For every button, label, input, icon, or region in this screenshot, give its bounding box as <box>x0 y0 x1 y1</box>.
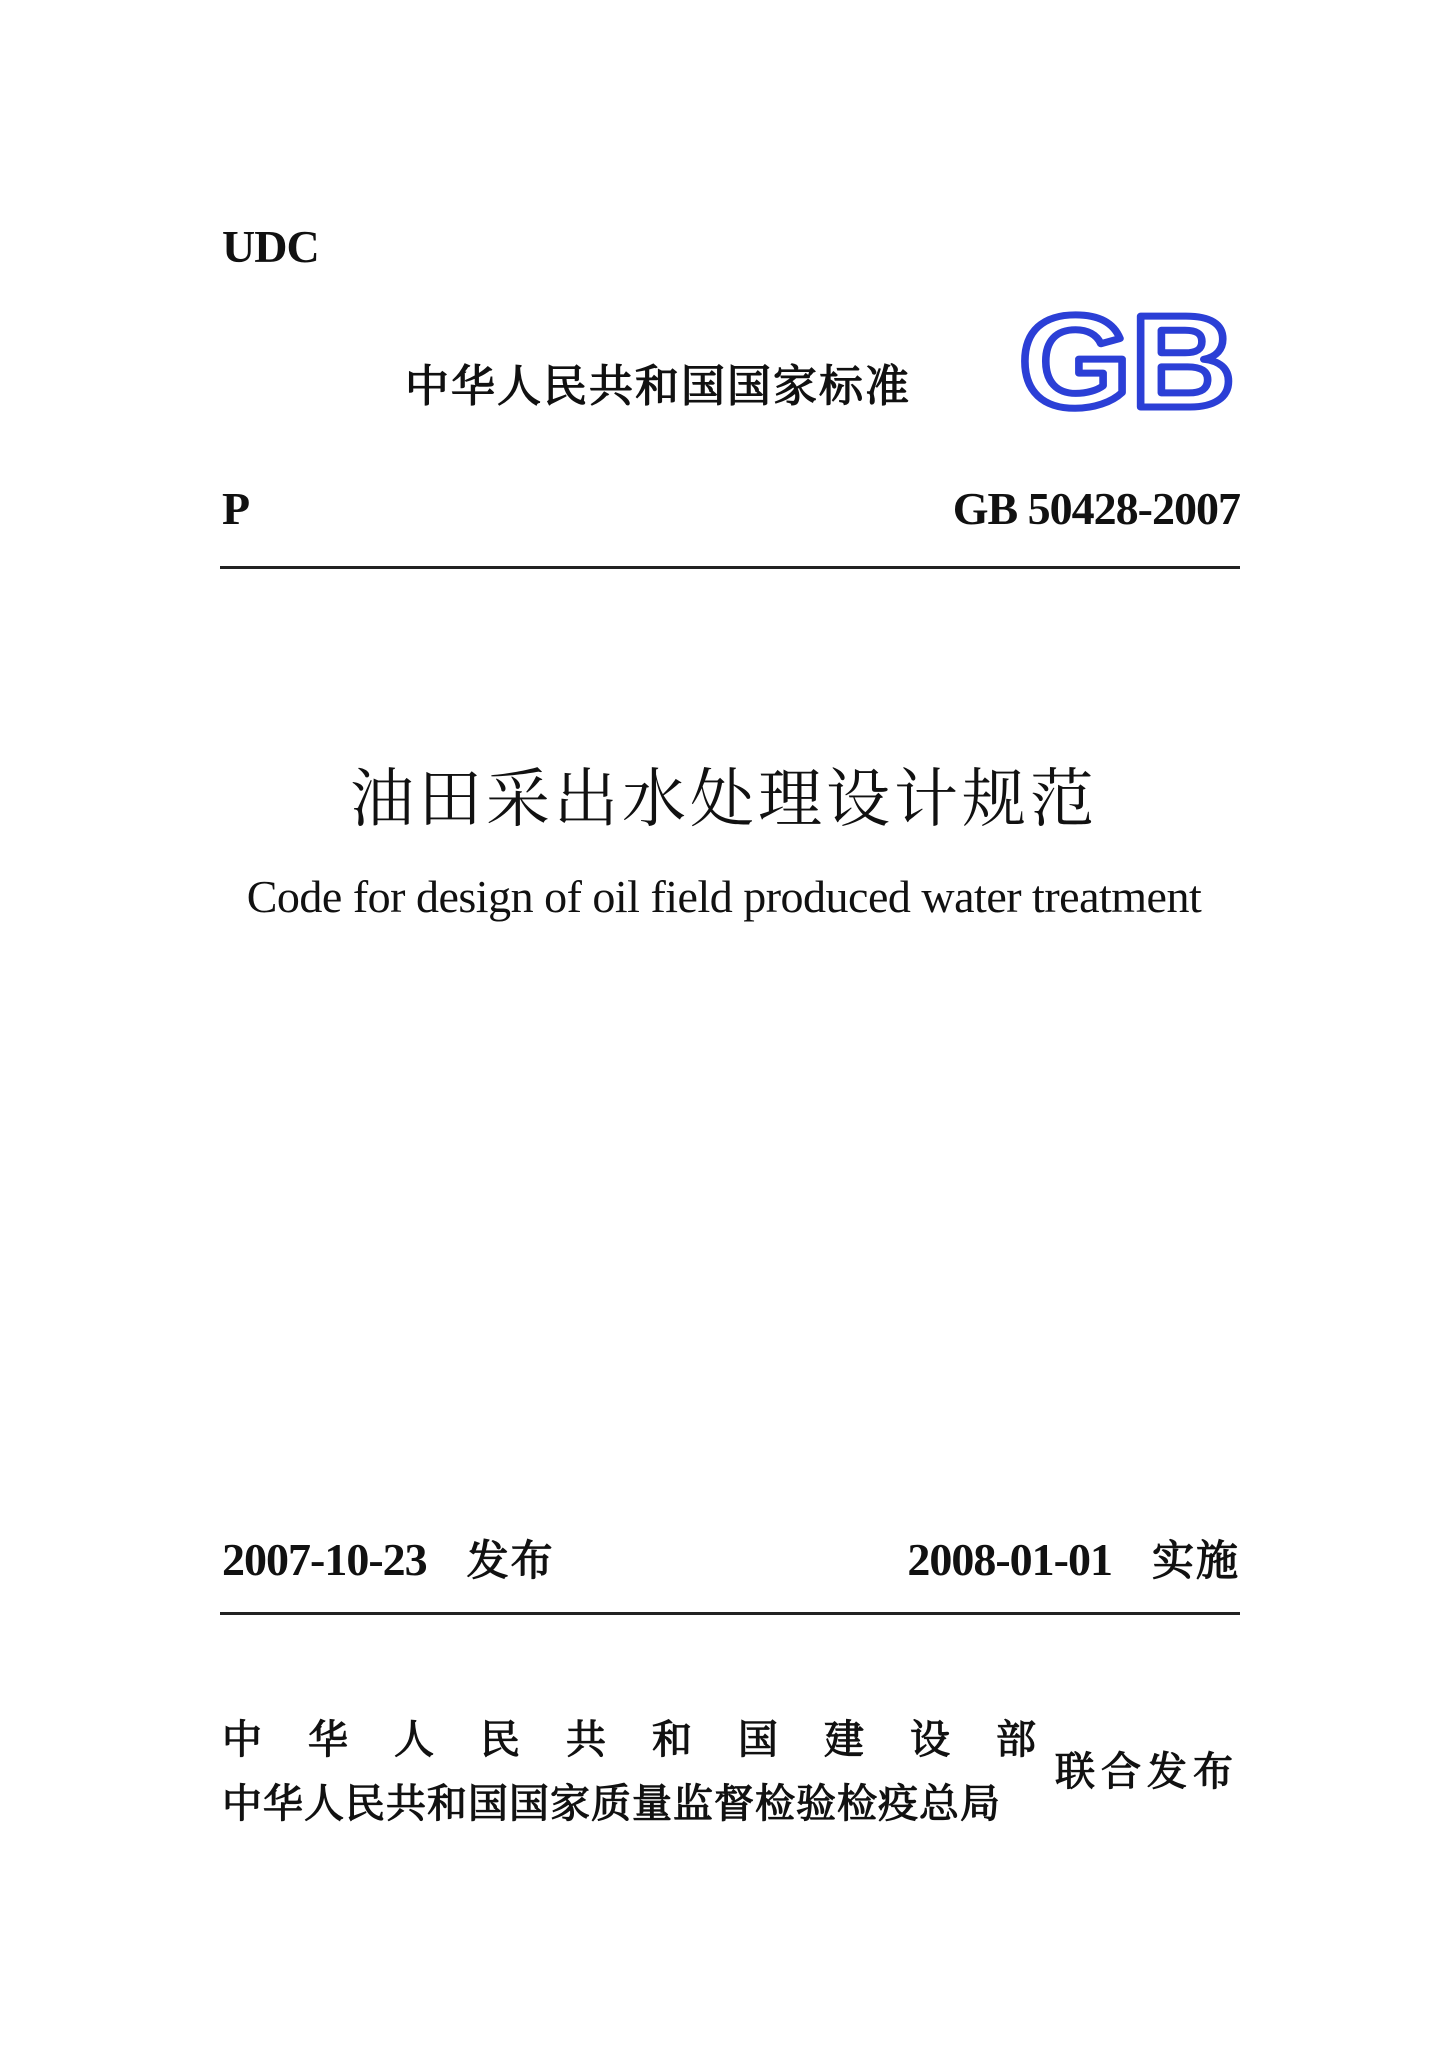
gb-logo-text: GB <box>1019 303 1235 418</box>
udc-label: UDC <box>222 221 319 272</box>
title-chinese: 油田采出水处理设计规范 <box>350 763 1098 837</box>
issuer-aqsiq: 中华人民共和国国家质量监督检验检疫总局 <box>222 1781 1001 1827</box>
category-code: P <box>222 483 251 534</box>
issue-date <box>222 1528 555 1588</box>
standard-number: GB 50428-2007 <box>952 483 1240 534</box>
bottom-divider <box>220 1612 1240 1615</box>
effective-date-value: 2008-01-01 <box>907 1534 1112 1585</box>
gb-logo <box>1015 303 1240 418</box>
issuer-ministry-of-construction: 中华人民共和国建设部 <box>222 1717 1082 1763</box>
effective-date <box>907 1528 1240 1588</box>
issue-date-value: 2007-10-23 <box>222 1534 427 1585</box>
national-standard-label: 中华人民共和国国家标准 <box>405 361 911 412</box>
joint-issue-label: 联合发布 <box>1055 1749 1239 1795</box>
top-divider <box>220 566 1240 569</box>
issue-word: 发布 <box>466 1536 555 1585</box>
title-english: Code for design of oil field produced water treatment <box>246 871 1202 922</box>
effective-word: 实施 <box>1151 1536 1240 1585</box>
